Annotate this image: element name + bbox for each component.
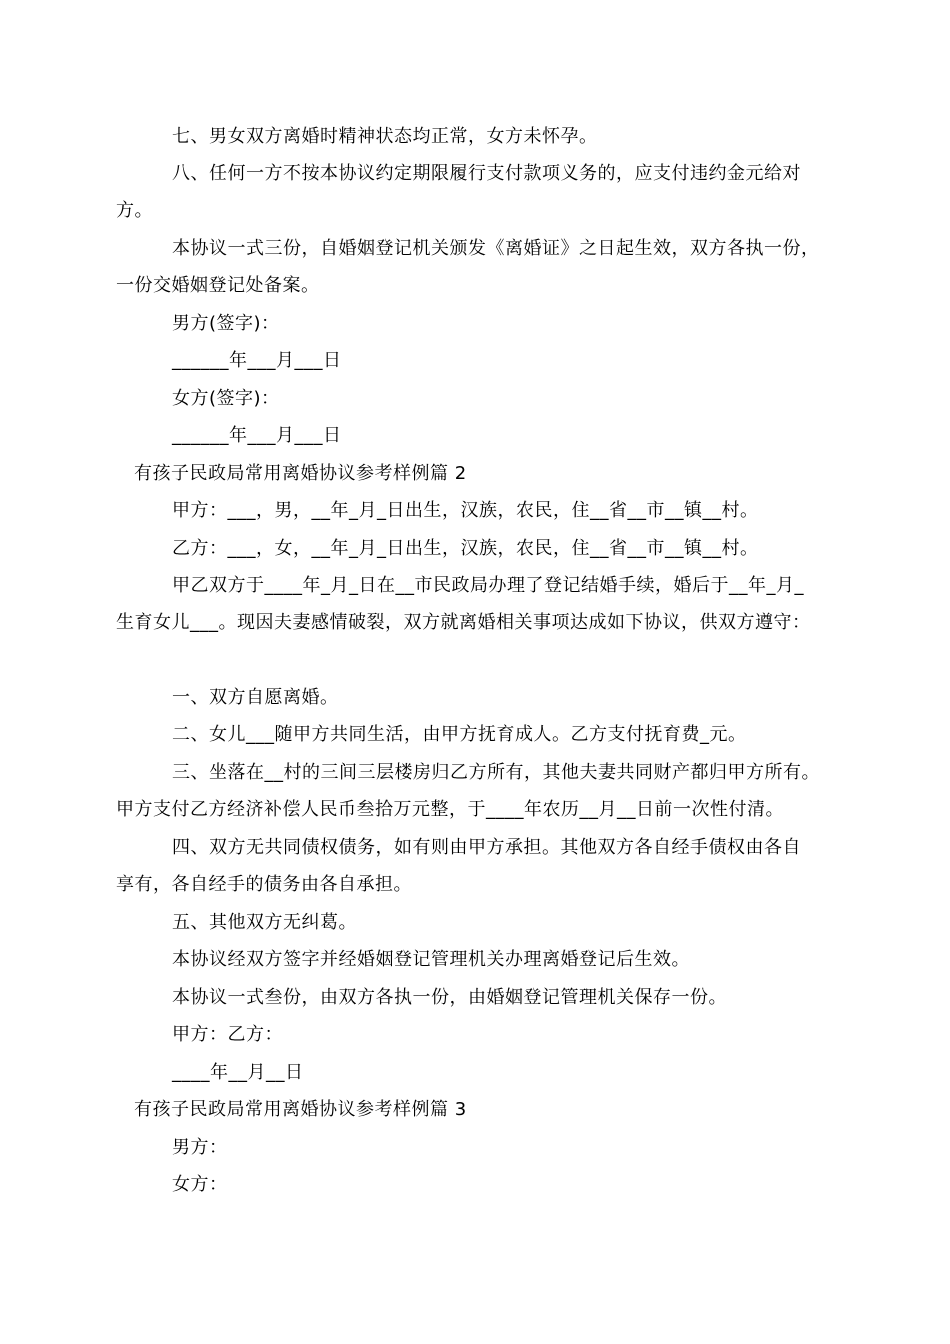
section-title-3: 有孩子民政局常用离婚协议参考样例篇 3 — [134, 1099, 467, 1120]
effectiveness-statement: 本协议经双方签字并经婚姻登记管理机关办理离婚登记后生效。 — [172, 949, 690, 970]
party-b-info: 乙方：___，女，__年_月_日出生，汉族，农民，住__省__市__镇__村。 — [172, 538, 759, 559]
section-title-2: 有孩子民政局常用离婚协议参考样例篇 2 — [134, 463, 467, 484]
clause-4-line-1: 四、双方无共同债权债务，如有则由甲方承担。其他双方各自经手债权由各自 — [172, 837, 801, 858]
validity-line-2: 一份交婚姻登记处备案。 — [116, 275, 320, 296]
clause-1: 一、双方自愿离婚。 — [172, 687, 339, 708]
marriage-background-line-2: 生育女儿___。现因夫妻感情破裂，双方就离婚相关事项达成如下协议，供双方遵守： — [116, 612, 811, 633]
parties-signature-date: ____年__月__日 — [172, 1062, 304, 1083]
clause-5: 五、其他双方无纠葛。 — [172, 912, 357, 933]
clause-3-line-1: 三、坐落在__村的三间三层楼房归乙方所有，其他夫妻共同财产都归甲方所有。 — [172, 762, 820, 783]
validity-line-1: 本协议一式三份，自婚姻登记机关颁发《离婚证》之日起生效，双方各执一份， — [172, 238, 820, 259]
clause-8-line-2: 方。 — [116, 200, 153, 221]
clause-7: 七、男女双方离婚时精神状态均正常，女方未怀孕。 — [172, 126, 598, 147]
copies-statement: 本协议一式叁份，由双方各执一份，由婚姻登记管理机关保存一份。 — [172, 987, 727, 1008]
clause-2: 二、女儿___随甲方共同生活，由甲方抚育成人。乙方支付抚育费_元。 — [172, 724, 747, 745]
clause-8-line-1: 八、任何一方不按本协议约定期限履行支付款项义务的，应支付违约金元给对 — [172, 163, 801, 184]
party-a-info: 甲方：___，男，__年_月_日出生，汉族，农民，住__省__市__镇__村。 — [172, 500, 759, 521]
male-signature-date: ______年___月___日 — [172, 350, 342, 371]
female-party-label: 女方： — [172, 1174, 228, 1195]
parties-signature-label: 甲方：乙方： — [172, 1024, 283, 1045]
clause-4-line-2: 享有，各自经手的债务由各自承担。 — [116, 874, 412, 895]
clause-3-line-2: 甲方支付乙方经济补偿人民币叁拾万元整，于____年农历__月__日前一次性付清。 — [116, 799, 784, 820]
female-signature-label: 女方(签字)： — [172, 388, 280, 409]
male-party-label: 男方： — [172, 1137, 228, 1158]
male-signature-label: 男方(签字)： — [172, 313, 280, 334]
marriage-background-line-1: 甲乙双方于____年_月_日在__市民政局办理了登记结婚手续，婚后于__年_月_ — [172, 575, 804, 596]
female-signature-date: ______年___月___日 — [172, 425, 342, 446]
